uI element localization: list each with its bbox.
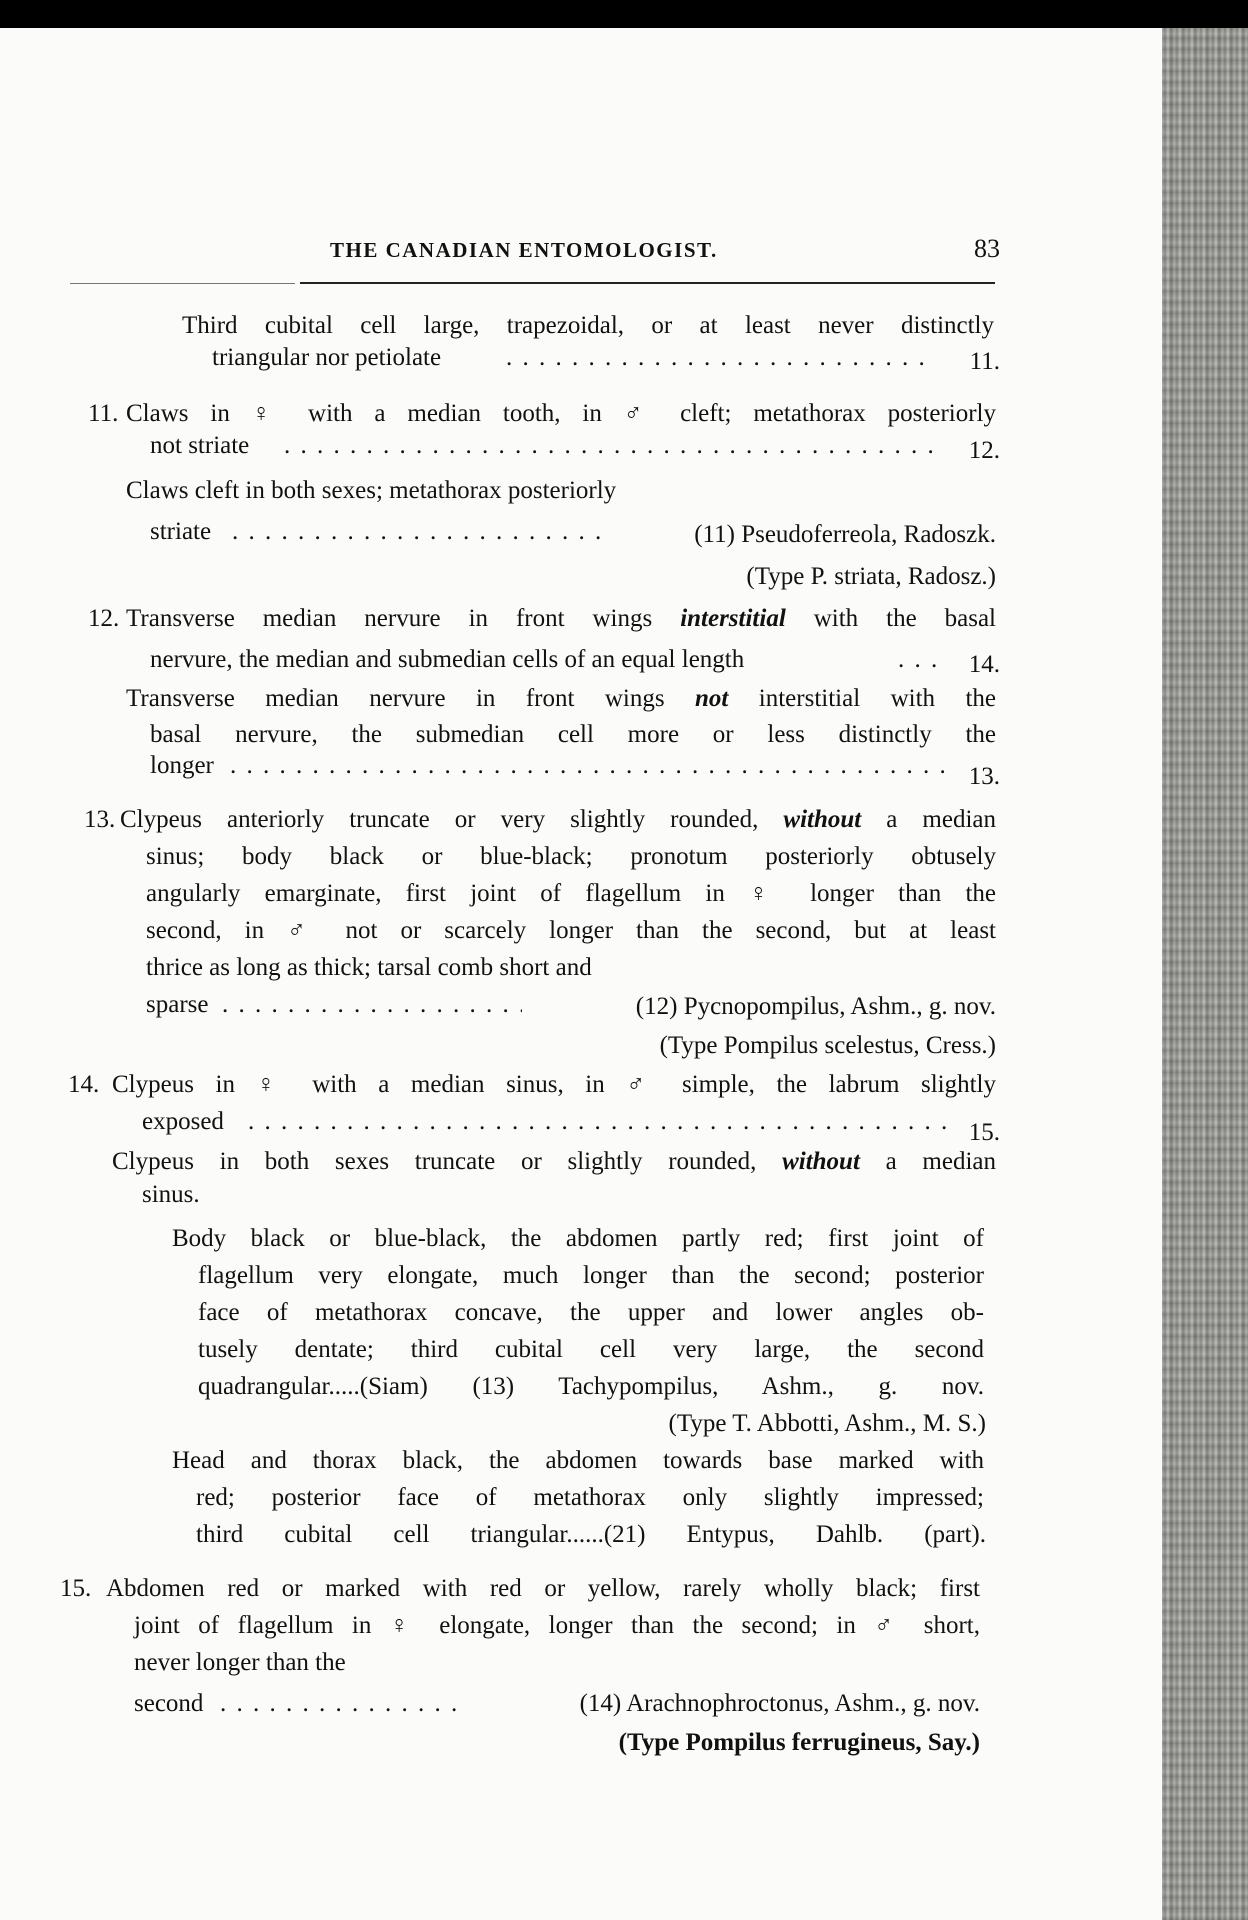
key-line: Claws cleft in both sexes; metathorax posteriorly bbox=[126, 477, 617, 504]
couplet-number: 11. bbox=[88, 400, 119, 427]
key-line: thrice as long as thick; tarsal comb short and bbox=[146, 954, 592, 981]
key-line: sparse bbox=[146, 991, 209, 1018]
couplet-number: 12. bbox=[88, 605, 120, 632]
leader-dots bbox=[230, 750, 946, 781]
genus-entry: (12) Pycnopompilus, Ashm., g. nov. bbox=[635, 993, 996, 1020]
key-text-run: Transverse median nervure in front wings bbox=[126, 605, 681, 632]
key-line: red; posterior face of metathorax only slightly impressed; bbox=[196, 1484, 984, 1511]
key-line: longer bbox=[150, 752, 214, 779]
header-rule-short bbox=[70, 283, 295, 284]
key-line: second bbox=[134, 1690, 204, 1717]
leader-dots bbox=[222, 989, 522, 1020]
key-text-run: a median bbox=[859, 1148, 996, 1175]
genus-entry: (14) Arachnophroctonus, Ashm., g. nov. bbox=[579, 1690, 980, 1717]
couplet-number: 14. bbox=[68, 1071, 100, 1098]
key-line: joint of flagellum in ♀ elongate, longer than the second; in ♂ short, bbox=[134, 1612, 980, 1639]
couplet-number: 13. bbox=[84, 806, 116, 833]
key-line: Third cubital cell large, trapezoidal, or at least never distinctly bbox=[182, 312, 994, 339]
type-species: (Type Pompilus scelestus, Cress.) bbox=[659, 1032, 996, 1059]
key-line bbox=[126, 683, 996, 714]
key-line: angularly emarginate, first joint of flagellum in ♀ longer than the bbox=[146, 880, 996, 907]
emphasis: without bbox=[783, 806, 862, 833]
key-line: Claws in ♀ with a median tooth, in ♂ cleft; metathorax posteriorly bbox=[126, 400, 996, 427]
key-line: sinus. bbox=[142, 1181, 200, 1208]
key-line: nervure, the median and submedian cells of an equal length bbox=[150, 646, 745, 673]
key-text-run: Clypeus anteriorly truncate or very slightly rounded, bbox=[120, 806, 784, 833]
key-text-run: with the basal bbox=[785, 605, 996, 632]
key-line: sinus; body black or blue-black; pronotum posteriorly obtusely bbox=[146, 843, 996, 870]
genus-entry: quadrangular.....(Siam) (13) Tachypompilus, Ashm., g. nov. bbox=[198, 1373, 984, 1400]
key-text-run: interstitial with the bbox=[728, 685, 996, 712]
key-text-run: a median bbox=[861, 806, 996, 833]
key-line bbox=[112, 1146, 996, 1177]
leader-dots bbox=[232, 516, 612, 547]
emphasis: without bbox=[782, 1148, 860, 1175]
type-species: (Type T. Abbotti, Ashm., M. S.) bbox=[668, 1410, 986, 1437]
key-line: striate bbox=[150, 518, 212, 545]
key-line: never longer than the bbox=[134, 1649, 346, 1676]
key-line: not striate bbox=[150, 432, 250, 459]
key-line: Clypeus in ♀ with a median sinus, in ♂ simple, the labrum slightly bbox=[112, 1071, 996, 1098]
leader-dots bbox=[506, 342, 936, 373]
genus-entry: third cubital cell triangular......(21) Entypus, Dahlb. (part). bbox=[196, 1521, 986, 1548]
genus-entry: (11) Pseudoferreola, Radoszk. bbox=[694, 521, 996, 548]
key-text-run: Clypeus in both sexes truncate or slightly rounded, bbox=[112, 1148, 783, 1175]
key-line: Abdomen red or marked with red or yellow, rarely wholly black; first bbox=[106, 1575, 980, 1602]
page bbox=[0, 28, 1162, 1920]
key-line: exposed bbox=[142, 1108, 224, 1135]
key-reference: 12. bbox=[968, 437, 1000, 464]
key-line: basal nervure, the submedian cell more or less distinctly the bbox=[150, 721, 996, 748]
header-rule-long bbox=[300, 282, 995, 284]
key-line: Head and thorax black, the abdomen towards base marked with bbox=[172, 1447, 984, 1474]
running-head: THE CANADIAN ENTOMOLOGIST. bbox=[330, 238, 718, 262]
key-line: tusely dentate; third cubital cell very large, the second bbox=[198, 1336, 984, 1363]
leader-dots bbox=[248, 1106, 946, 1137]
type-species: (Type P. striata, Radosz.) bbox=[746, 563, 996, 590]
type-species: (Type Pompilus ferrugineus, Say.) bbox=[618, 1729, 980, 1756]
key-text-run: Transverse median nervure in front wings bbox=[126, 685, 696, 712]
key-reference: 13. bbox=[968, 763, 1000, 790]
key-line bbox=[120, 804, 996, 835]
key-line: triangular nor petiolate bbox=[212, 344, 442, 371]
key-reference: 15. bbox=[968, 1119, 1000, 1146]
key-reference: 11. bbox=[969, 348, 1000, 375]
key-line: second, in ♂ not or scarcely longer than the second, but at least bbox=[146, 917, 996, 944]
leader-dots bbox=[220, 1688, 460, 1719]
key-line: face of metathorax concave, the upper and lower angles ob- bbox=[198, 1299, 984, 1326]
emphasis: not bbox=[695, 685, 729, 712]
emphasis: interstitial bbox=[680, 605, 786, 632]
page-header bbox=[250, 208, 1000, 278]
key-line: flagellum very elongate, much longer than the second; posterior bbox=[198, 1262, 984, 1289]
couplet-number: 15. bbox=[60, 1575, 92, 1602]
scan-edge bbox=[1162, 28, 1248, 1920]
key-line: Body black or blue-black, the abdomen partly red; first joint of bbox=[172, 1225, 984, 1252]
key-reference: 14. bbox=[968, 651, 1000, 678]
page-number: 83 bbox=[974, 234, 1000, 263]
leader-dots bbox=[284, 430, 944, 461]
key-line bbox=[126, 603, 996, 634]
